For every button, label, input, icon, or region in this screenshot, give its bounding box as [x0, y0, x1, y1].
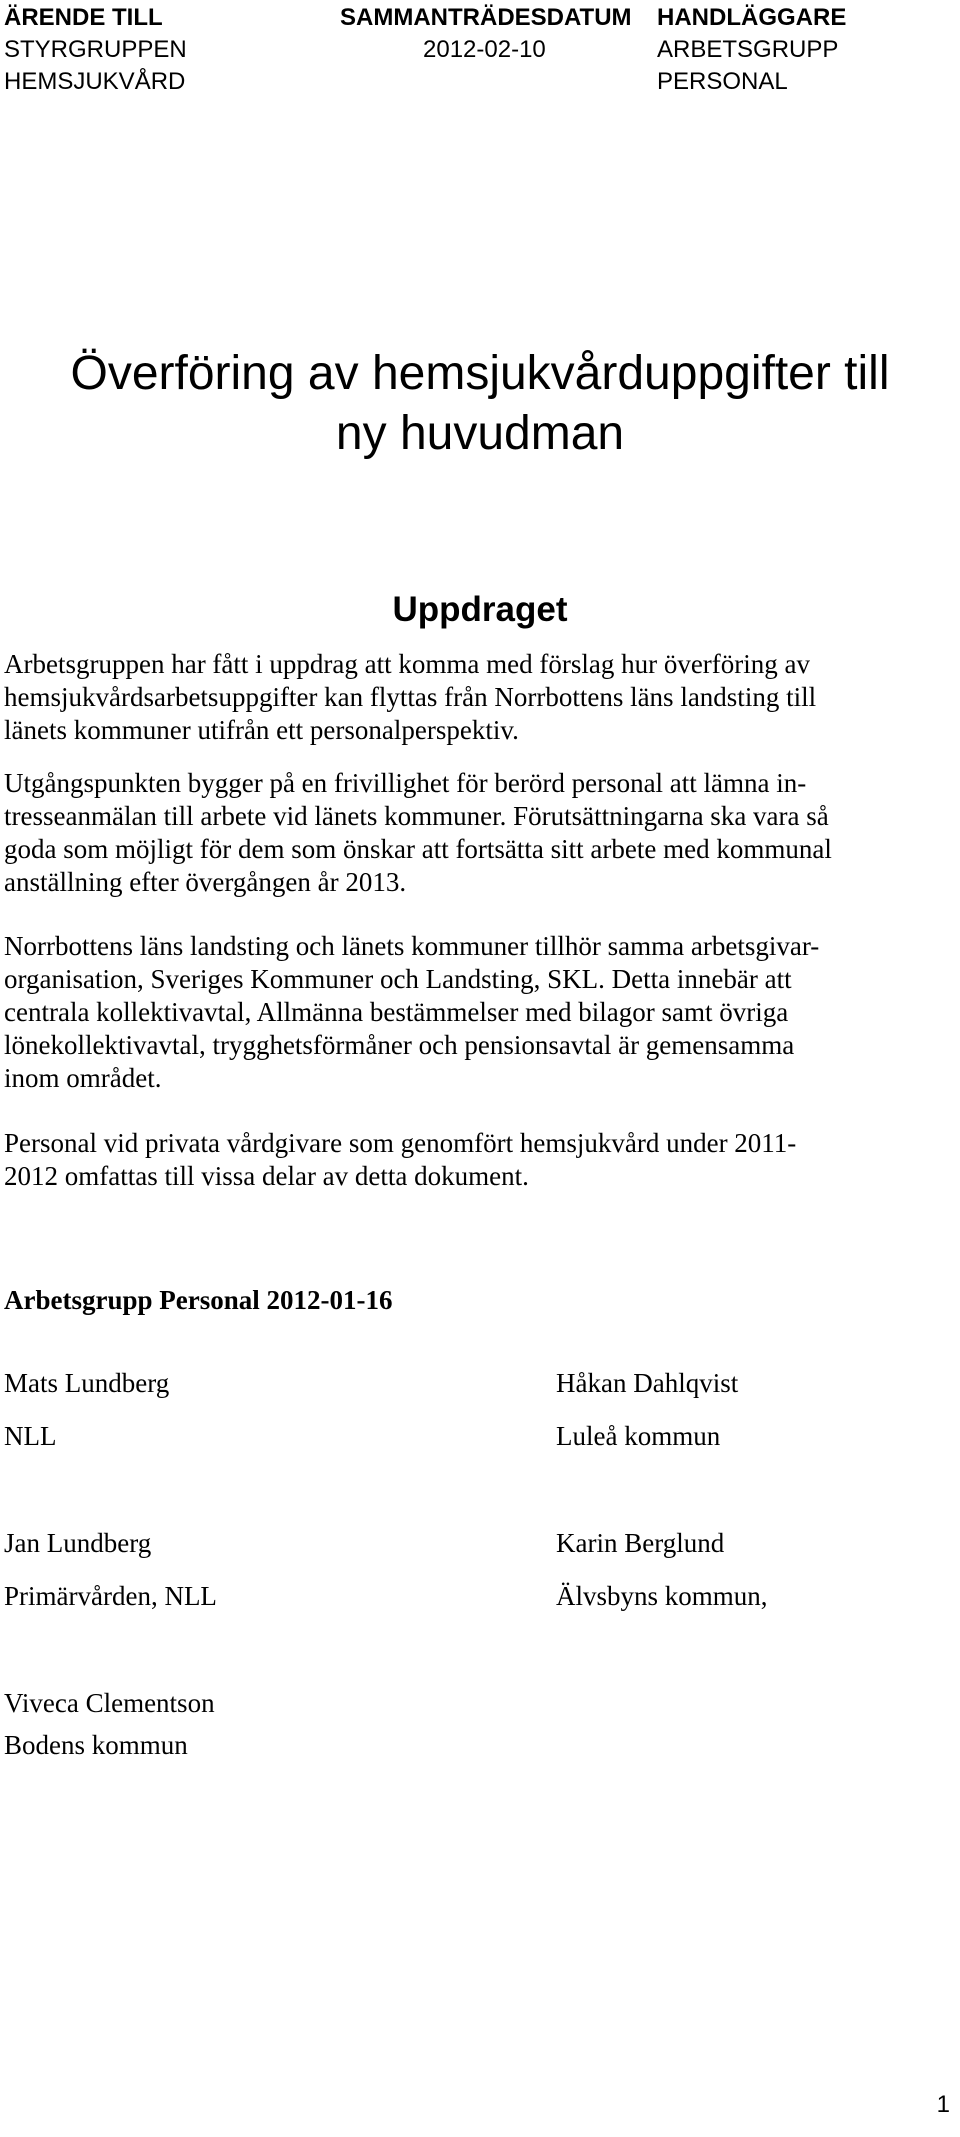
group-member [4, 1686, 215, 1762]
member-organization: Bodens kommun [4, 1730, 188, 1760]
paragraph-line: 2012 omfattas till vissa delar av detta dokument. [4, 1161, 529, 1191]
section-heading: Uppdraget [392, 590, 568, 629]
header-recipient-value: STYRGRUPPEN [4, 36, 187, 63]
member-name: Jan Lundberg [4, 1528, 152, 1558]
header-recipient-label: ÄRENDE TILL [4, 4, 163, 31]
member-organization: Luleå kommun [556, 1421, 721, 1451]
document-title-line: ny huvudman [335, 407, 625, 460]
paragraph-line: centrala kollektivavtal, Allmänna bestämmelser med bilagor samt övriga [4, 997, 789, 1027]
body-paragraph [4, 930, 952, 1095]
group-member [4, 1526, 217, 1613]
body-paragraph [4, 767, 952, 899]
member-organization: NLL [4, 1421, 57, 1451]
header-meeting-date [340, 2, 632, 66]
member-name: Håkan Dahlqvist [556, 1368, 739, 1398]
header-handler-value: ARBETSGRUPP [657, 36, 839, 63]
header-handler [657, 2, 846, 98]
header-meeting-date-value: 2012-02-10 [423, 36, 546, 63]
member-organization: Älvsbyns kommun, [556, 1581, 768, 1611]
body-paragraph [4, 648, 952, 747]
paragraph-line: tresseanmälan till arbete vid länets kommuner. Förutsättningarna ska vara så [4, 801, 829, 831]
group-member [4, 1366, 169, 1453]
paragraph-line: Norrbottens läns landsting och länets kommuner tillhör samma arbetsgivar- [4, 931, 820, 961]
body-paragraph [4, 1127, 952, 1193]
paragraph-line: Utgångspunkten bygger på en frivillighet för berörd personal att lämna in- [4, 768, 807, 798]
group-member [556, 1366, 738, 1453]
paragraph-line: goda som möjligt för dem som önskar att fortsätta sitt arbete med kommunal [4, 834, 832, 864]
document-title-line: Överföring av hemsjukvårduppgifter till [70, 347, 890, 400]
paragraph-line: länets kommuner utifrån ett personalperspektiv. [4, 715, 519, 745]
paragraph-line: lönekollektivavtal, trygghetsförmåner och pensionsavtal är gemensamma [4, 1030, 795, 1060]
member-organization: Primärvården, NLL [4, 1581, 217, 1611]
header-meeting-date-label: SAMMANTRÄDESDATUM [340, 4, 632, 31]
paragraph-line: inom området. [4, 1063, 162, 1093]
header-handler-value: PERSONAL [657, 68, 788, 95]
page-number: 1 [936, 2091, 950, 2118]
paragraph-line: anställning efter övergången år 2013. [4, 867, 407, 897]
member-name: Mats Lundberg [4, 1368, 170, 1398]
paragraph-line: hemsjukvårdsarbetsuppgifter kan flyttas från Norrbottens läns landsting till [4, 682, 817, 712]
header-handler-label: HANDLÄGGARE [657, 4, 847, 31]
group-member [556, 1526, 768, 1613]
working-group-heading: Arbetsgrupp Personal 2012-01-16 [4, 1285, 393, 1315]
paragraph-line: Personal vid privata vårdgivare som genomfört hemsjukvård under 2011- [4, 1128, 797, 1158]
document-title [0, 344, 960, 464]
header-recipient [4, 2, 187, 98]
paragraph-line: organisation, Sveriges Kommuner och Landsting, SKL. Detta innebär att [4, 964, 792, 994]
header-recipient-value: HEMSJUKVÅRD [4, 68, 186, 95]
paragraph-line: Arbetsgruppen har fått i uppdrag att komma med förslag hur överföring av [4, 649, 811, 679]
member-name: Viveca Clementson [4, 1688, 215, 1718]
member-name: Karin Berglund [556, 1528, 725, 1558]
